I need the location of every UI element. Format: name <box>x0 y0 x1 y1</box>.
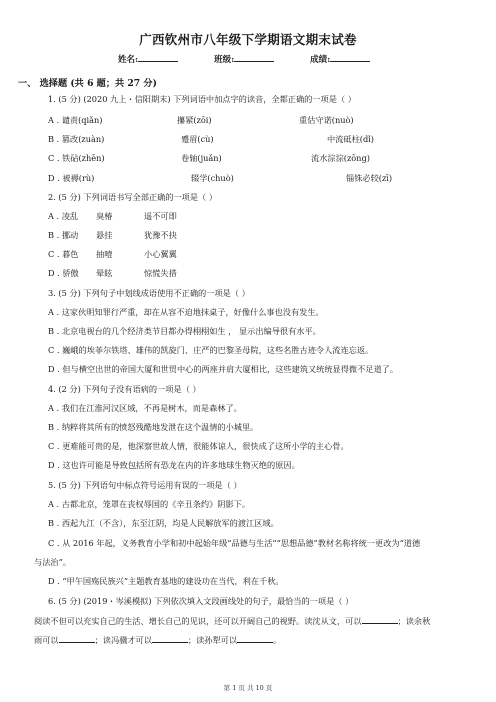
question-5-option-a: A . 古都北京，笼罩在丧权辱国的《辛丑条约》阴影下。 <box>48 499 251 509</box>
question-2-option-c: C . 暮色 抽噎 小心翼翼 <box>48 249 177 259</box>
question-4-option-c: C . 更难能可贵的是，他深察世故人情，很能体谅人，很快成了这所小学的主心骨。 <box>48 441 349 451</box>
score-blank[interactable] <box>330 53 370 62</box>
page-footer: 第 1 页 共 10 页 <box>223 684 273 692</box>
question-3-option-d: D . 但与横空出世的帝国大厦和世贸中心的两座并肩大厦相比，这些建筑又统统显得微不足道了。 <box>48 364 399 374</box>
question-2-option-a: A . 凌乱 臭椿 遥不可即 <box>48 211 177 221</box>
student-info-row <box>118 53 370 65</box>
question-6-passage-line-1: 阅读不但可以充实自己的生活、增长自己的见识，还可以开阔自己的视野。读沈从文，可以 ；读余秋 <box>34 616 431 626</box>
question-1-option-b: B . 篡改(zuàn) 蹙眉(cù) 中流砥柱(dǐ) <box>48 134 374 144</box>
question-3-option-a: A . 这家伙明知罪行严重，却在从容不迫地抹桌子，好像什么事也没有发生。 <box>48 307 324 317</box>
question-1-option-c: C . 铁砧(zhēn) 卷轴(juǎn) 流水淙淙(zōng) <box>48 153 370 163</box>
question-5-option-c-continued: 与法治”。 <box>34 557 71 567</box>
question-5-stem: 5. (5 分) 下列语句中标点符号运用有误的一项是（ ） <box>48 480 242 490</box>
question-1-option-d: D . 被褥(rù) 辍学(chuò) 锱铢必较(zī) <box>48 173 393 183</box>
question-4-stem: 4. (2 分) 下列句子没有语病的一项是（ ） <box>48 384 201 394</box>
question-5-option-c: C . 从 2016 年起，义务教育小学和初中起始年级“品德与生活”“思想品德”教材名称将统一更改为“道德 <box>48 538 421 548</box>
class-label: 班级: <box>214 55 235 65</box>
question-2-option-d: D . 骄傲 晕眩 惊慌失措 <box>48 268 177 278</box>
fill-blank-2[interactable] <box>59 634 95 643</box>
question-6-passage-line-2: 雨可以 ；读冯骥才可以 ；读孙犁可以 。 <box>34 635 282 645</box>
question-1-stem: 1. (5 分) (2020 九上・信阳期末) 下列词语中加点字的读音，全都正确的一项是（ ） <box>48 94 356 104</box>
fill-blank-4[interactable] <box>237 634 273 643</box>
question-3-option-c: C . 巍峨的埃菲尔铁塔、雄伟的凯旋门、庄严的巴黎圣母院，这些名胜古迹令人流连忘返。 <box>48 345 374 355</box>
question-4-option-a: A . 我们在江淮河汉区域，不再是树木，而是森林了。 <box>48 403 242 413</box>
question-6-stem: 6. (5 分) (2019・岑溪模拟) 下列依次填入文段画线处的句子，最恰当的一项是（ ） <box>48 596 354 606</box>
name-label: 姓名: <box>118 55 139 65</box>
score-label: 成绩: <box>310 55 331 65</box>
question-2-stem: 2. (5 分) 下列词语书写全部正确的一项是（ ） <box>48 192 218 202</box>
name-blank[interactable] <box>138 53 178 62</box>
question-3-option-b: B . 北京电视台的几个经济类节目都办得栩栩如生 ， 显示出编导很有水平。 <box>48 326 321 336</box>
question-4-option-d: D . 这也许可能是导致包括所有恐龙在内的许多地球生物灭绝的原因。 <box>48 460 300 470</box>
question-1-option-a: A . 谴责(qiǎn) 攥紧(zōi) 重估守诺(nuò) <box>48 115 354 125</box>
question-5-option-b: B . 西起九江（不含），东至江阴，均是人民解放军的渡江区域。 <box>48 518 279 528</box>
class-blank[interactable] <box>234 53 274 62</box>
question-3-stem: 3. (5 分) 下列句子中划线成语使用不正确的一项是（ ） <box>48 288 250 298</box>
fill-blank-3[interactable] <box>152 634 188 643</box>
question-5-option-d: D . “甲午国殇民族兴”主题教育基地的建设功在当代，利在千秋。 <box>48 576 284 586</box>
section-heading: 一、 选择题 (共 6 题；共 27 分) <box>18 78 157 89</box>
page-title: 广西钦州市八年级下学期语文期末试卷 <box>139 32 357 47</box>
question-2-option-b: B . 挪动 悬挂 犹豫不抉 <box>48 230 177 240</box>
fill-blank-1[interactable] <box>362 615 398 624</box>
question-4-option-b: B . 纳粹将其所有的愤怒残酷地发泄在这个温情的小城里。 <box>48 422 259 432</box>
